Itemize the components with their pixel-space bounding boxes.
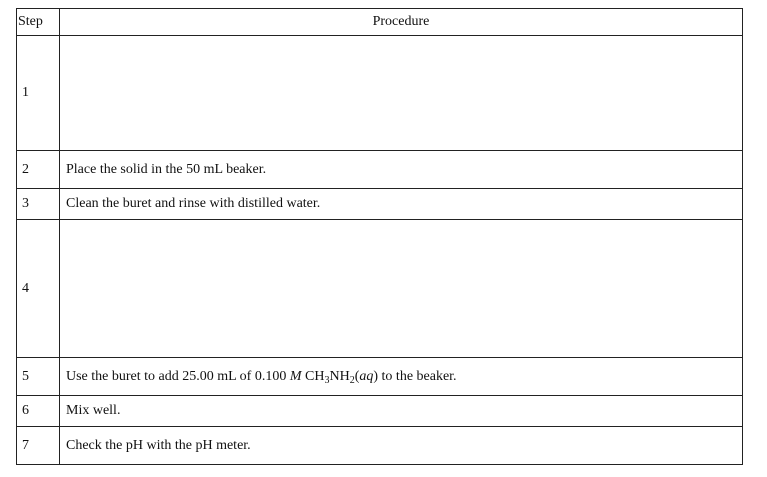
procedure-text: Use the buret to add 25.00 mL of 0.100 xyxy=(66,368,290,384)
formula-text: NH xyxy=(329,368,350,384)
procedure-cell: Clean the buret and rinse with distilled water. xyxy=(60,189,743,220)
step-number: 1 xyxy=(17,36,60,151)
table-row-step-3 xyxy=(17,189,743,220)
formula-text: CH xyxy=(301,368,325,384)
step-number: 2 xyxy=(17,151,60,189)
subscript: 3 xyxy=(324,374,330,386)
molarity-unit: M xyxy=(289,368,302,384)
procedure-cell: Check the pH with the pH meter. xyxy=(60,427,743,465)
procedure-column-header: Procedure xyxy=(60,9,743,36)
step-number: 5 xyxy=(17,358,60,396)
table-row-step-7 xyxy=(17,427,743,465)
table-row-step-1 xyxy=(17,36,743,151)
table-row-step-2 xyxy=(17,151,743,189)
procedure-table xyxy=(16,8,743,465)
procedure-cell xyxy=(60,358,743,396)
table-row-step-6 xyxy=(17,396,743,427)
header-row xyxy=(17,9,743,36)
step-number: 4 xyxy=(17,220,60,358)
table-row-step-5 xyxy=(17,358,743,396)
state-label: aq xyxy=(359,368,374,384)
paren: ( xyxy=(354,368,360,384)
step-number: 6 xyxy=(17,396,60,427)
step-column-header: Step xyxy=(17,9,60,36)
subscript: 2 xyxy=(349,374,355,386)
step-number: 7 xyxy=(17,427,60,465)
table-row-step-4 xyxy=(17,220,743,358)
procedure-cell: Place the solid in the 50 mL beaker. xyxy=(60,151,743,189)
procedure-text: ) to the beaker. xyxy=(373,368,457,384)
step-number: 3 xyxy=(17,189,60,220)
procedure-cell xyxy=(60,220,743,358)
procedure-cell: Mix well. xyxy=(60,396,743,427)
procedure-cell xyxy=(60,36,743,151)
